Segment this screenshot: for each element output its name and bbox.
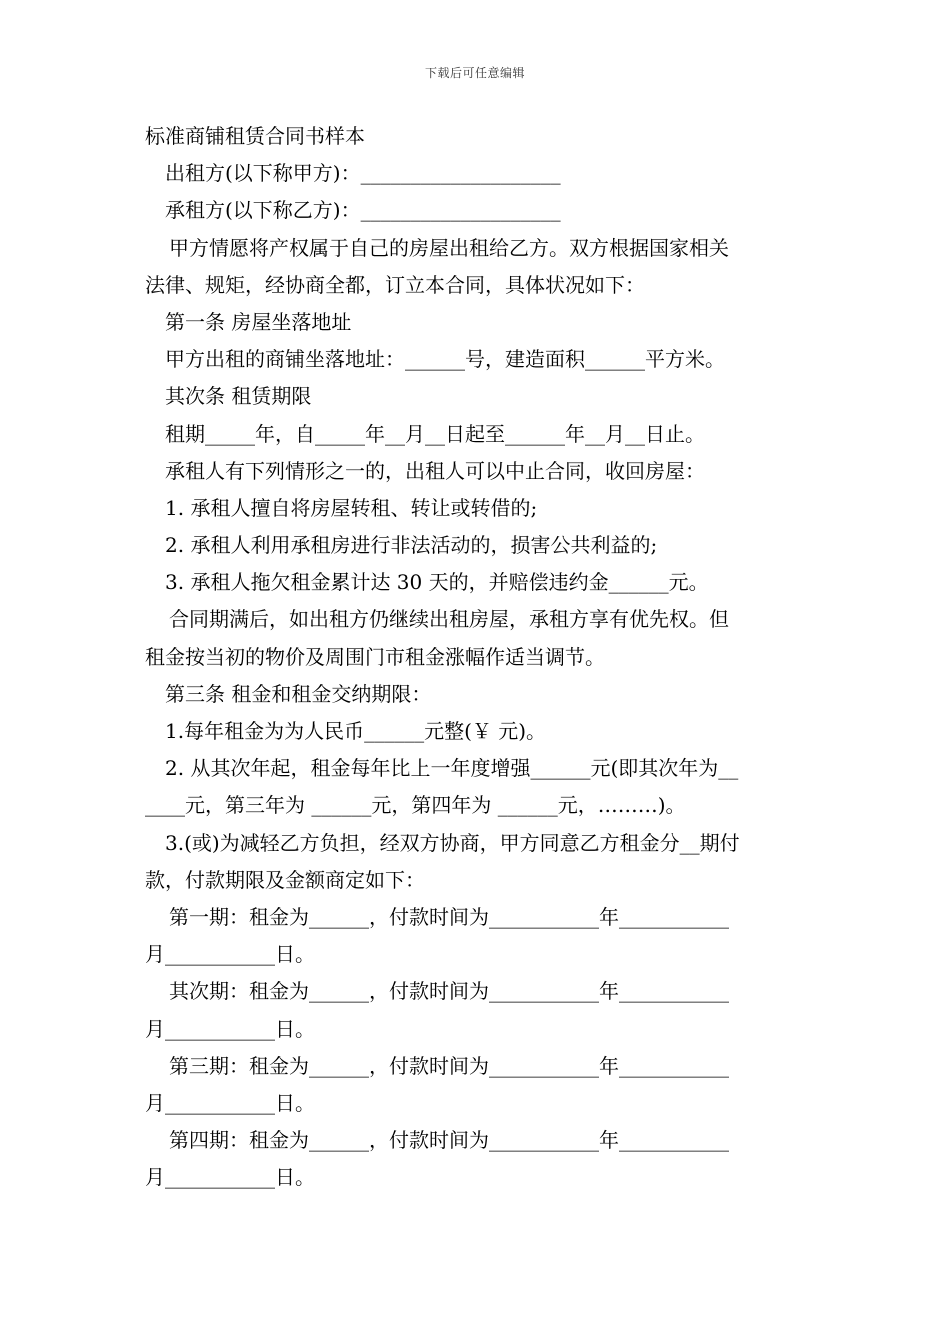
paragraph-line: 承租人有下列情形之一的，出租人可以中止合同，收回房屋： [165,458,705,483]
installment-line: 月___________日。 [145,1016,315,1041]
paragraph-line: 法律、规矩，经协商全都，订立本合同，具体状况如下： [145,272,645,297]
installment-line: 月___________日。 [145,942,315,967]
paragraph-line: 甲方情愿将产权属于自己的房屋出租给乙方。双方根据国家相关 [169,235,729,260]
list-item: 3. 承租人拖欠租金累计达 30 天的，并赔偿违约金______元。 [165,570,709,595]
list-item: 3.(或)为减轻乙方负担，经双方协商，甲方同意乙方租金分__期付 [165,830,740,855]
page-header: 下载后可任意编辑 [424,66,525,80]
article-heading: 第一条 房屋坐落地址 [165,309,352,334]
list-item: 2. 承租人利用承租房进行非法活动的，损害公共利益的; [165,533,658,558]
installment-line: 第三期：租金为______，付款时间为___________年___________ [169,1053,729,1078]
paragraph-line: 甲方出租的商铺坐落地址：______号，建造面积______平方米。 [165,347,725,372]
paragraph-line: 合同期满后，如出租方仍继续出租房屋，承租方享有优先权。但 [169,607,729,632]
document-title: 标准商铺租赁合同书样本 [145,124,365,148]
lessor-line: 出租方(以下称甲方)：____________________ [165,161,561,186]
installment-line: 第一期：租金为______，付款时间为___________年___________ [169,904,729,929]
paragraph-line: 租金按当初的物价及周围门市租金涨幅作适当调节。 [145,644,605,669]
contract-body [145,118,807,1196]
installment-line: 月___________日。 [145,1165,315,1190]
list-item: 1.每年租金为为人民币______元整(￥ 元)。 [165,719,547,743]
installment-line: 月___________日。 [145,1090,315,1115]
article-heading: 第三条 租金和租金交纳期限： [165,681,432,706]
installment-line: 其次期：租金为______，付款时间为___________年___________ [169,979,729,1004]
paragraph-line: ____元，第三年为 ______元，第四年为 ______元，………)。 [145,793,686,818]
list-item: 2. 从其次年起，租金每年比上一年度增强______元(即其次年为__ [165,756,739,781]
installment-line: 第四期：租金为______，付款时间为___________年___________ [169,1128,729,1153]
list-item: 1. 承租人擅自将房屋转租、转让或转借的; [165,495,538,520]
article-heading: 其次条 租赁期限 [165,384,312,409]
lessee-line: 承租方(以下称乙方)：____________________ [165,198,561,223]
paragraph-line: 款，付款期限及金额商定如下： [145,867,425,892]
paragraph-line: 租期_____年，自_____年__月__日起至______年__月__日止。 [165,421,705,446]
